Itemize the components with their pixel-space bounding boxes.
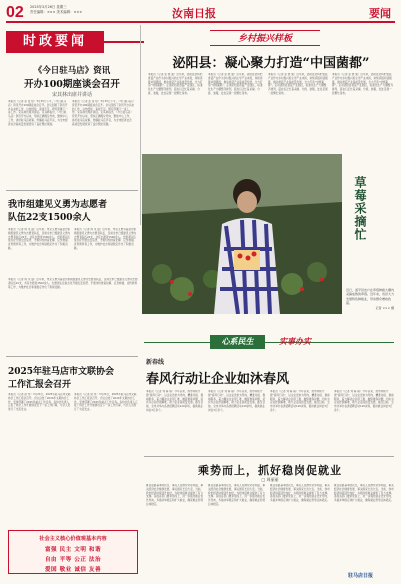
section-rule [6, 190, 138, 191]
headline-left-mid-line2: 队伍22支1500余人 [8, 213, 91, 223]
headline-line2: 开办100期座谈会召开 [24, 79, 120, 90]
banner-bar [104, 41, 144, 43]
values-line: 富强 民主 文明 和谐 [44, 547, 102, 553]
byline: 宋其林出席并讲话 [51, 92, 92, 98]
values-line: 自由 平等 公正 法治 [44, 557, 102, 563]
commentary-author: □ 周丽丽 [261, 477, 279, 482]
feature-body: 本报讯（记者 张 德 强）近年来，泌阳县坚持把香菇产业作为乡村振兴的主导产业来抓，持续延链补链强链，推动香菇产业高质量发展，全力打造“中国菌都”。走进泌阳县香菇产业园区，标准化生产大棚整齐排列，菇农们正忙着采摘、分拣、装箱，处处呈现一派繁忙景象。 [148, 73, 203, 95]
commentary-body-col3: 就业是最基本的民生，事关人民群众切身利益，事关经济社会健康发展，事关国家长治久安。当前，我市经济持续回升向好，为稳岗促就业提供了有力支撑。各级各部门要乘势而上，进一步强化就业优先导向，多措并举稳定和扩大就业，确保就业形势总体稳定。 [270, 484, 330, 503]
photo-caption [346, 288, 394, 310]
feature-body-col2: 本报讯（记者 张 德 强）近年来，泌阳县坚持把香菇产业作为乡村振兴的主导产业来抓，持续延链补链强链，推动香菇产业高质量发展，全力打造“中国菌都”。走进泌阳县香菇产业园区，标准化生产大棚整齐排列，菇农们正忙着采摘、分拣、装箱，处处呈现一派繁忙景象。 [208, 73, 263, 95]
commentary-body: 就业是最基本的民生，事关人民群众切身利益，事关经济社会健康发展，事关国家长治久安。当前，我市经济持续回升向好，为稳岗促就业提供了有力支撑。各级各部门要乘势而上，进一步强化就业优先导向，多措并举稳定和扩大就业，确保就业形势总体稳定。 [146, 484, 204, 506]
spring-body-col2: 本报讯（记者 刘 海 娟）今年以来，我市持续开展“春风行动”，以企业需求为导向，精准对接、靠前服务，着力解决企业用工难、融资难等问题，切实为企业纾困解难，助力企业高质量发展。截至目前，全市共举办各类招聘活动120余场，提供就业岗位3万余个。 [208, 390, 266, 412]
article-body-col2: 本报讯（记者 张 金 阳）3月25日下午，《今日驻马店》资讯开办100期座谈会召开。会议回顾了资讯开办以来的工作，总结经验，查找不足，研究部署下一步工作。宋其林出席并讲话。宋其林指出，《今日驻马店》资讯开办以来，坚持正确舆论导向，聚焦中心工作，讲好驻马店故事，传播驻马店声音，为全市经济社会高质量发展营造了良好舆论氛围。 [72, 100, 134, 126]
spring-kicker: 新春线 [146, 359, 165, 366]
column-logo-right: 实事办实 [279, 337, 311, 346]
section-name: 要闻 [369, 7, 391, 20]
article-body: 本报讯（记者 张 金 阳）3月25日下午，《今日驻马店》资讯开办100期座谈会召开。会议回顾了资讯开办以来的工作，总结经验，查找不足，研究部署下一步工作。宋其林出席并讲话。宋其林指出，《今日驻马店》资讯开办以来，坚持正确舆论导向，聚焦中心工作，讲好驻马店故事，传播驻马店声音，为全市经济社会高质量发展营造了良好舆论氛围。 [8, 100, 68, 126]
headline-left-bottom-line2: 工作汇报会召开 [8, 380, 72, 390]
issue-date [30, 5, 100, 15]
date-line: 2025年3月26日 星期三 [30, 5, 67, 9]
feature-kicker: 乡村振兴样板 [237, 34, 292, 44]
headline-left-mid: 我市组建见义勇为志愿者 [8, 200, 108, 210]
photo-title: 草莓采摘忙 [353, 176, 367, 241]
header-rule [6, 21, 395, 23]
section-banner: 时政要闻 [6, 31, 104, 53]
article-body-col2: 本报讯（记者 周 茂 盛）近年来，市见义勇为基金会积极组建见义勇为志愿者队伍，目前全市已组建见义勇为志愿者队伍22支，共有志愿者1500余人。志愿者队伍常态化开展治安巡逻、矛盾纠纷排查化解、应急救援、宣传教育等工作，为维护社会和谐稳定作出了积极贡献。 [74, 228, 137, 250]
caption-text: 近日，遂平县农户在草莓种植大棚内采摘成熟的草莓。近年来，该县大力发展特色种植业，带动群众增收致富。 [346, 288, 395, 306]
headline-line1: 《今日驻马店》资讯 [33, 66, 111, 76]
spring-headline: 春风行动让企业如沐春风 [146, 372, 290, 387]
values-title: 社会主义核心价值观基本内容 [39, 536, 107, 542]
article-body: 本报讯（记者 周 茂 盛）近年来，市见义勇为基金会积极组建见义勇为志愿者队伍，目前全市已组建见义勇为志愿者队伍22支，共有志愿者1500余人。志愿者队伍常态化开展治安巡逻、矛盾纠纷排查化解、应急救援、宣传教育等工作，为维护社会和谐稳定作出了积极贡献。 [8, 228, 71, 250]
headline-left-bottom: 2025年驻马店市文联协会 [8, 367, 115, 377]
feature-body-col3: 本报讯（记者 张 德 强）近年来，泌阳县坚持把香菇产业作为乡村振兴的主导产业来抓，持续延链补链强链，推动香菇产业高质量发展，全力打造“中国菌都”。走进泌阳县香菇产业园区，标准化生产大棚整齐排列，菇农们正忙着采摘、分拣、装箱，处处呈现一派繁忙景象。 [268, 73, 328, 95]
values-line: 爱国 敬业 诚信 友善 [44, 567, 102, 573]
column-logo-left: 心系民生 [210, 335, 265, 349]
article-body: 本报讯（记者 赵 雯）3月24日，2025年驻马店市文联协会工作汇报会召开。会议总结了2024年文联协会工作，安排部署了2025年重点工作任务。各协会负责人汇报了协会工作开展情况及下一步工作打算，与会人员进行了交流发言。 [8, 393, 71, 412]
commentary-body-col2: 就业是最基本的民生，事关人民群众切身利益，事关经济社会健康发展，事关国家长治久安。当前，我市经济持续回升向好，为稳岗促就业提供了有力支撑。各级各部门要乘势而上，进一步强化就业优先导向，多措并举稳定和扩大就业，确保就业形势总体稳定。 [208, 484, 266, 506]
article-body-col2: 本报讯（记者 赵 雯）3月24日，2025年驻马店市文联协会工作汇报会召开。会议总结了2024年文联协会工作，安排部署了2025年重点工作任务。各协会负责人汇报了协会工作开展情况及下一步工作打算，与会人员进行了交流发言。 [74, 393, 138, 412]
strawberry-photo [142, 154, 342, 314]
article-body-cont: 本报讯（记者 周 茂 盛）近年来，市见义勇为基金会积极组建见义勇为志愿者队伍，目前全市已组建见义勇为志愿者队伍22支，共有志愿者1500余人。志愿者队伍常态化开展治安巡逻、矛盾纠纷排查化解、应急救援、宣传教育等工作，为维护社会和谐稳定作出了积极贡献。 [8, 278, 138, 289]
commentary-body-col4: 就业是最基本的民生，事关人民群众切身利益，事关经济社会健康发展，事关国家长治久安。当前，我市经济持续回升向好，为稳岗促就业提供了有力支撑。各级各部门要乘势而上，进一步强化就业优先导向，多措并举稳定和扩大就业，确保就业形势总体稳定。 [334, 484, 394, 503]
photo-illustration [142, 154, 342, 314]
spring-body-col4: 本报讯（记者 刘 海 娟）今年以来，我市持续开展“春风行动”，以企业需求为导向，精准对接、靠前服务，着力解决企业用工难、融资难等问题，切实为企业纾困解难，助力企业高质量发展。截至目前，全市共举办各类招聘活动120余场，提供就业岗位3万余个。 [334, 390, 394, 412]
section-rule [6, 356, 138, 357]
commentary-headline: 乘势而上，抓好稳岗促就业 [198, 464, 342, 477]
footer-logo: 驻马店日报 [348, 573, 374, 579]
editor-line: 责任编辑：××× 美术编辑：××× [30, 9, 83, 14]
masthead: 汝南日报 [172, 7, 216, 20]
spring-body: 本报讯（记者 刘 海 娟）今年以来，我市持续开展“春风行动”，以企业需求为导向，精准对接、靠前服务，着力解决企业用工难、融资难等问题，切实为企业纾困解难，助力企业高质量发展。截至目前，全市共举办各类招聘活动120余场，提供就业岗位3万余个。 [146, 390, 204, 412]
core-values-box [8, 530, 138, 574]
feature-body-col4: 本报讯（记者 张 德 强）近年来，泌阳县坚持把香菇产业作为乡村振兴的主导产业来抓，持续延链补链强链，推动香菇产业高质量发展，全力打造“中国菌都”。走进泌阳县香菇产业园区，标准化生产大棚整齐排列，菇农们正忙着采摘、分拣、装箱，处处呈现一派繁忙景象。 [332, 73, 393, 95]
column-logo [210, 335, 325, 349]
section-rule [144, 456, 394, 457]
page-number: 02 [6, 4, 24, 21]
column-divider [140, 25, 141, 225]
headline-left-top [8, 64, 136, 76]
feature-headline: 泌阳县：凝心聚力打造“中国菌都” [172, 56, 370, 71]
photo-credit: 记者 ××× 摄 [375, 305, 394, 310]
spring-body-col3: 本报讯（记者 刘 海 娟）今年以来，我市持续开展“春风行动”，以企业需求为导向，精准对接、靠前服务，着力解决企业用工难、融资难等问题，切实为企业纾困解难，助力企业高质量发展。截至目前，全市共举办各类招聘活动120余场，提供就业岗位3万余个。 [270, 390, 330, 412]
